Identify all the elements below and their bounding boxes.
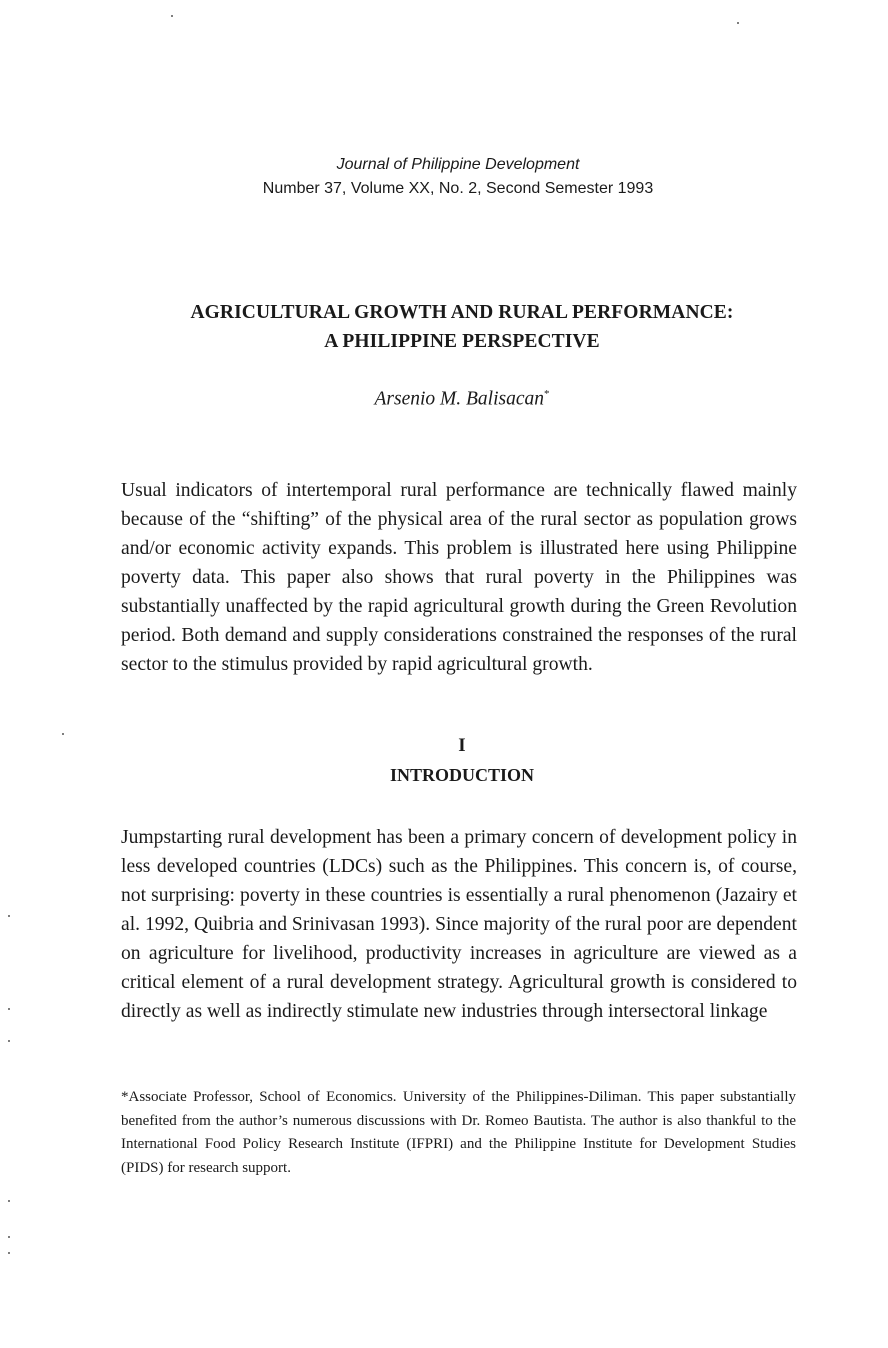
journal-header (0, 153, 888, 201)
scan-speck (8, 1200, 10, 1202)
scan-speck (8, 1040, 10, 1042)
section-title: INTRODUCTION (389, 765, 535, 785)
title-line-1: AGRICULTURAL GROWTH AND RURAL PERFORMANCE: (190, 302, 734, 323)
scan-speck (8, 915, 10, 917)
title-line-2: A PHILIPPINE PERSPECTIVE (324, 331, 600, 352)
scan-speck (8, 1252, 10, 1254)
author-name: Arsenio M. Balisacan (374, 388, 545, 410)
author-byline (0, 388, 888, 411)
scan-speck (62, 733, 64, 735)
scan-speck (8, 1236, 10, 1238)
journal-issue: Number 37, Volume XX, No. 2, Second Semester 1993 (262, 180, 654, 197)
section-number: I (458, 735, 466, 756)
body-paragraph: Jumpstarting rural development has been a primary concern of development policy in less developed countries (LDCs) such as the Philippines. This concern is, of course, not surprising: poverty in these countries is essentially a rural phenomenon (Jazairy et al. 1992, Quibria and Srinivasan 1993). Since majority of the rural poor are dependent on agriculture for livelihood, productivity increases in agriculture are viewed as a critical element of a rural development strategy. Agricultural growth is considered to directly as well as indirectly stimulate new industries through intersectoral linkage (121, 827, 797, 1022)
article-title (0, 298, 888, 356)
footnote: *Associate Professor, School of Economics. University of the Philippines-Diliman. This paper substantially benefited from the author’s numerous discussions with Dr. Romeo Bautista. The author is also thankful to the International Food Policy Research Institute (IFPRI) and the Philippine Institute for Development Studies (PIDS) for research support. (121, 1089, 796, 1176)
scan-speck (737, 22, 739, 24)
author-footnote-mark: * (544, 388, 550, 400)
abstract: Usual indicators of intertemporal rural performance are technically flawed mainly because of the “shifting” of the physical area of the rural sector as population grows and/or economic activity expands. This problem is illustrated here using Philippine poverty data. This paper also shows that rural poverty in the Philippines was substantially unaffected by the rapid agricultural growth during the Green Revolution period. Both demand and supply considerations constrained the responses of the rural sector to the stimulus provided by rapid agricultural growth. (121, 480, 797, 675)
scan-speck (171, 15, 173, 17)
journal-name: Journal of Philippine Development (336, 156, 580, 173)
scan-speck (8, 1008, 10, 1010)
